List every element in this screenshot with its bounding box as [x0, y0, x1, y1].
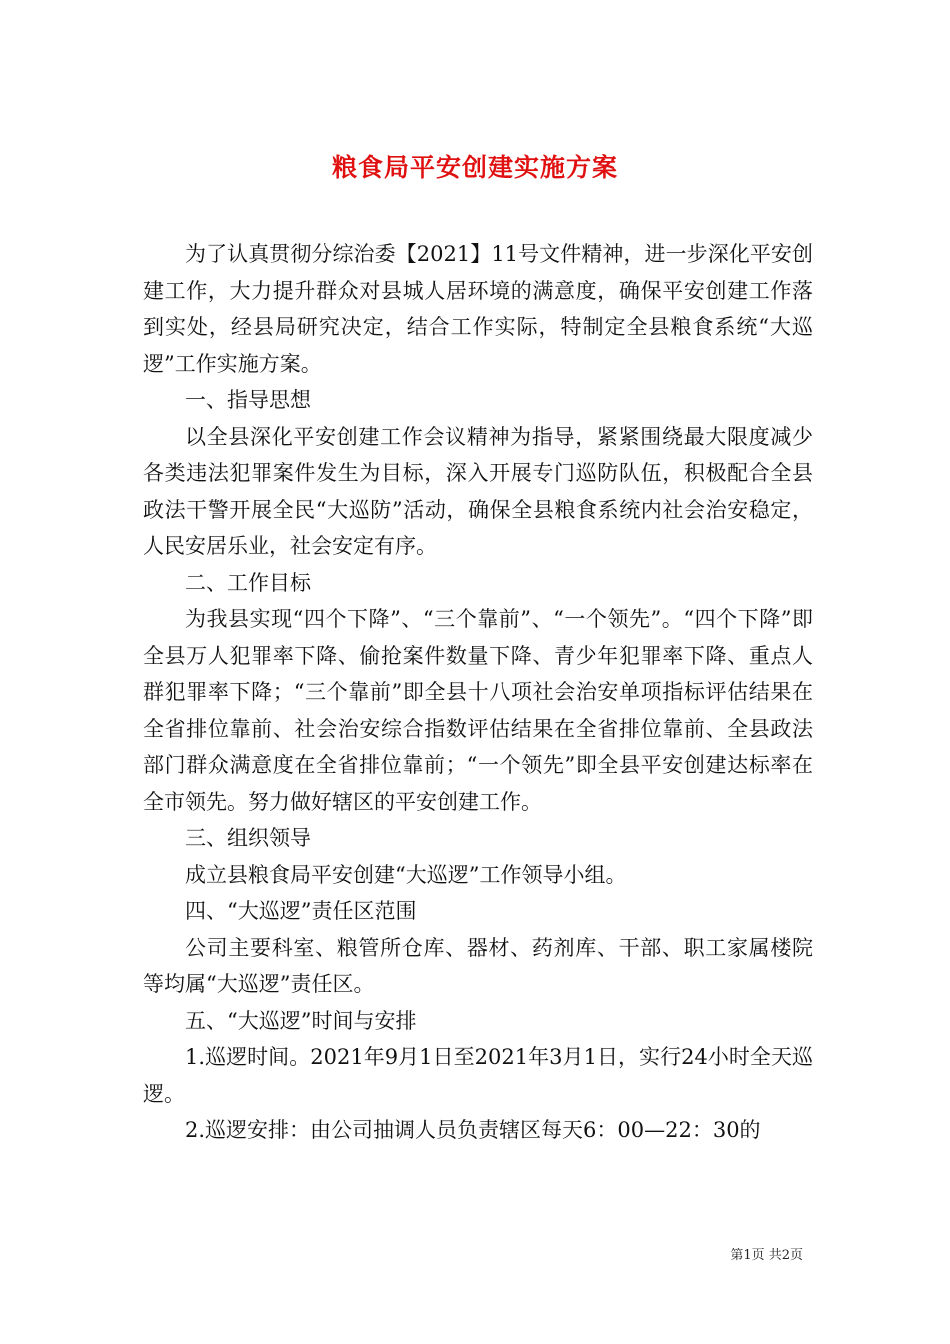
page-title: 粮食局平安创建实施方案 [331, 152, 618, 182]
paragraph-patrol-scope: 公司主要科室、粮管所仓库、器材、药剂库、干部、职工家属楼院等均属“大巡逻”责任区。 [143, 935, 813, 996]
heading-patrol-scope: 四、“大巡逻”责任区范围 [185, 899, 417, 923]
document-body [143, 236, 813, 1149]
paragraph-organization: 成立县粮食局平安创建“大巡逻”工作领导小组。 [185, 862, 627, 887]
paragraph-patrol-arrangement: 2.巡逻安排：由公司抽调人员负责辖区每天6：00—22：30的 [185, 1118, 761, 1142]
heading-patrol-schedule: 五、“大巡逻”时间与安排 [185, 1008, 417, 1033]
paragraph-work-goals: 为我县实现“四个下降”、“三个靠前”、“一个领先”。“四个下降”即全县万人犯罪率下降、偷抢案件数量下降、青少年犯罪率下降、重点人群犯罪率下降；“三个靠前”即全县十八项社会治安单项指标评估结果在全省排位靠前、社会治安综合指数评估结果在全省排位靠前、全县政法部门群众满意度在全省排位靠前；“一个领先”即全县平安创建达标率在全市领先。努力做好辖区的平安创建工作。 [143, 607, 813, 814]
heading-organization: 三、组织领导 [185, 826, 311, 850]
page-number: 第1页 共2页 [730, 1248, 803, 1263]
heading-guiding-ideology: 一、指导思想 [185, 388, 311, 412]
paragraph-guiding-ideology: 以全县深化平安创建工作会议精神为指导，紧紧围绕最大限度减少各类违法犯罪案件发生为目标，深入开展专门巡防队伍，积极配合全县政法干警开展全民“大巡防”活动，确保全县粮食系统内社会治安稳定，人民安居乐业，社会安定有序。 [143, 424, 813, 558]
heading-work-goals: 二、工作目标 [185, 570, 311, 595]
paragraph-patrol-time: 1.巡逻时间。2021年9月1日至2021年3月1日，实行24小时全天巡逻。 [143, 1045, 813, 1106]
paragraph-intro: 为了认真贯彻分综治委【2021】11号文件精神，进一步深化平安创建工作，大力提升群众对县城人居环境的满意度，确保平安创建工作落到实处，经县局研究决定，结合工作实际，特制定全县粮食系统“大巡逻”工作实施方案。 [143, 242, 813, 376]
